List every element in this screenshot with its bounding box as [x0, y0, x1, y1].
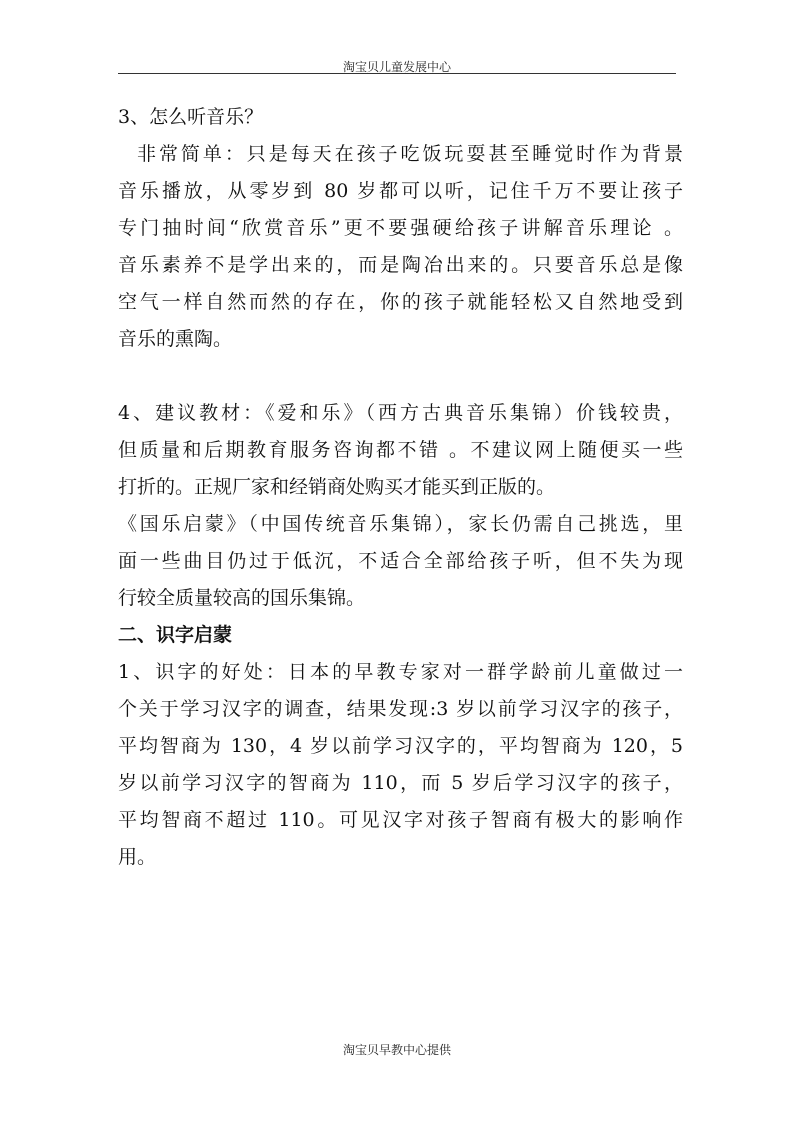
paragraph-line: 音乐素养不是学出来的，而是陶冶出来的。只要音乐总是像 — [118, 254, 683, 276]
paragraph-line: 打折的。正规厂家和经销商处购买才能买到正版的。 — [118, 476, 556, 498]
paragraph-line: 用。 — [118, 846, 157, 868]
header-divider — [118, 73, 676, 74]
paragraph-line: 4、建议教材：《爱和乐》（西方古典音乐集锦）价钱较贵， — [118, 402, 683, 424]
section-heading-literacy: 二、识字启蒙 — [118, 624, 233, 646]
section-heading-listen-music: 3、怎么听音乐？ — [118, 106, 264, 128]
paragraph-line: 个关于学习汉字的调查，结果发现:3 岁以前学习汉字的孩子， — [118, 698, 683, 720]
paragraph-line: 岁以前学习汉字的智商为 110，而 5 岁后学习汉字的孩子， — [118, 772, 683, 794]
paragraph-literacy-benefits — [118, 654, 683, 876]
paragraph-line: 平均智商不超过 110。可见汉字对孩子智商有极大的影响作 — [118, 809, 683, 831]
paragraph-line: 《国乐启蒙》（中国传统音乐集锦），家长仍需自己挑选，里 — [118, 513, 683, 535]
paragraph-line: 行较全质量较高的国乐集锦。 — [118, 587, 366, 609]
blank-line — [118, 358, 683, 395]
paragraph-materials — [118, 395, 683, 506]
paragraph-line: 但质量和后期教育服务咨询都不错 。不建议网上随便买一些 — [118, 439, 683, 461]
paragraph-listen-music — [118, 136, 683, 358]
paragraph-line: 音乐的熏陶。 — [118, 328, 233, 350]
page-header: 淘宝贝儿童发展中心 — [342, 60, 451, 74]
paragraph-line: 空气一样自然而然的存在，你的孩子就能轻松又自然地受到 — [118, 291, 683, 313]
paragraph-line: 非常简单：只是每天在孩子吃饭玩耍甚至睡觉时作为背景 — [137, 143, 683, 165]
page-footer: 淘宝贝早教中心提供 — [342, 1043, 451, 1057]
paragraph-line: 专门抽时间“欣赏音乐”更不要强硬给孩子讲解音乐理论 。 — [118, 217, 683, 239]
paragraph-line: 1、识字的好处：日本的早教专家对一群学龄前儿童做过一 — [118, 661, 683, 683]
document-body — [118, 99, 683, 876]
paragraph-line: 音乐播放，从零岁到 80 岁都可以听，记住千万不要让孩子 — [118, 180, 683, 202]
paragraph-line: 面一些曲目仍过于低沉，不适合全部给孩子听，但不失为现 — [118, 550, 683, 572]
paragraph-guoyue — [118, 506, 683, 617]
paragraph-line: 平均智商为 130，4 岁以前学习汉字的，平均智商为 120，5 — [118, 735, 683, 757]
